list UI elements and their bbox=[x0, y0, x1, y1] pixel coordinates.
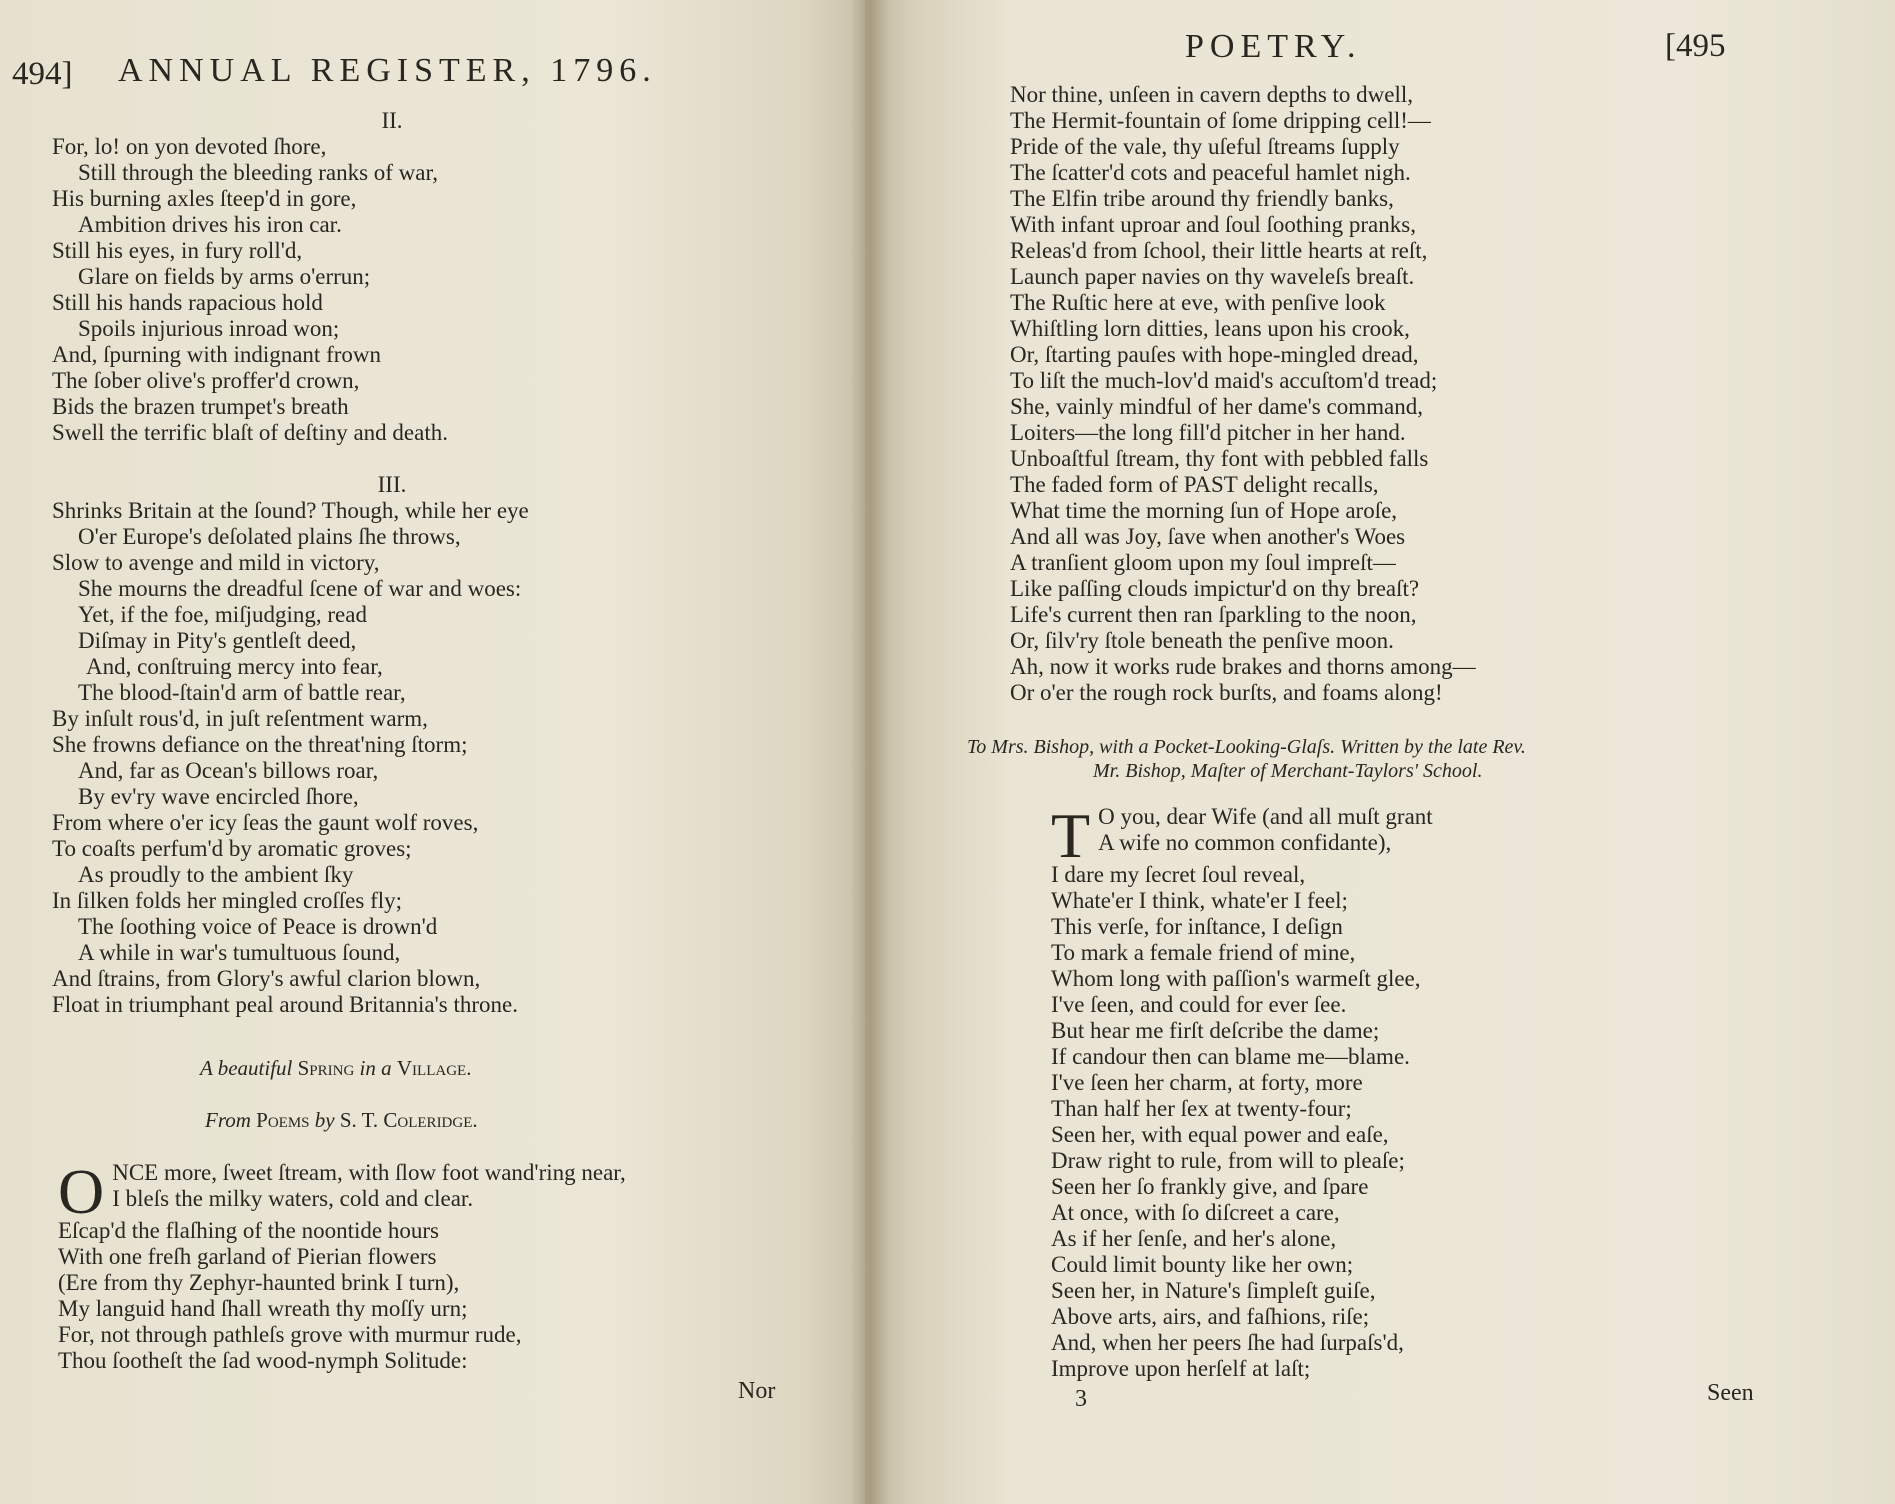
verse-line: Glare on fields by arms o'errun; bbox=[78, 264, 371, 289]
verse-line: His burning axles ſteep'd in gore, bbox=[52, 186, 357, 211]
verse-line: Ah, now it works rude brakes and thorns among— bbox=[1010, 654, 1476, 679]
verse-line: She frowns defiance on the threat'ning ſtorm; bbox=[52, 732, 468, 757]
verse-line: This verſe, for inſtance, I deſign bbox=[1051, 914, 1343, 939]
catchword-left: Nor bbox=[738, 1378, 776, 1404]
verse-line: The Hermit-fountain of ſome dripping cell!— bbox=[1010, 108, 1431, 133]
verse-line: I bleſs the milky waters, cold and clear. bbox=[112, 1186, 474, 1211]
drop-cap: O bbox=[58, 1156, 105, 1227]
verse-line: Or, ſilv'ry ſtole beneath the penſive moon. bbox=[1010, 628, 1394, 653]
verse-line: Yet, if the foe, miſjudging, read bbox=[78, 602, 367, 627]
verse-line: I've ſeen, and could for ever ſee. bbox=[1051, 992, 1347, 1017]
verse-line: Draw right to rule, from will to pleaſe; bbox=[1051, 1148, 1405, 1173]
verse-line: Still his hands rapacious hold bbox=[52, 290, 323, 315]
book-gutter bbox=[850, 0, 890, 1504]
verse-line: And, conſtruing mercy into fear, bbox=[86, 654, 383, 679]
page-number-right: [495 bbox=[1665, 28, 1726, 64]
verse-line: The Ruſtic here at eve, with penſive look bbox=[1010, 290, 1386, 315]
verse-line: Like paſſing clouds impictur'd on thy breaſt? bbox=[1010, 576, 1420, 601]
verse-line: As if her ſenſe, and her's alone, bbox=[1051, 1226, 1337, 1251]
verse-line: What time the morning ſun of Hope aroſe, bbox=[1010, 498, 1398, 523]
verse-line: Float in triumphant peal around Britannia's throne. bbox=[52, 992, 518, 1017]
verse-line: Than half her ſex at twenty-four; bbox=[1051, 1096, 1352, 1121]
verse-line: The ſcatter'd cots and peaceful hamlet nigh. bbox=[1010, 160, 1411, 185]
right-page bbox=[865, 0, 1895, 1504]
verse-line: My languid hand ſhall wreath thy moſſy urn; bbox=[58, 1296, 468, 1321]
verse-line: And, ſpurning with indignant frown bbox=[52, 342, 381, 367]
verse-line: Unboaſtful ſtream, thy font with pebbled falls bbox=[1010, 446, 1429, 471]
verse-line: Thou ſootheſt the ſad wood-nymph Solitude: bbox=[58, 1348, 468, 1373]
verse-line: Whate'er I think, whate'er I feel; bbox=[1051, 888, 1348, 913]
verse-line: The faded form of PAST delight recalls, bbox=[1010, 472, 1379, 497]
verse-line: To liſt the much-lov'd maid's accuſtom'd tread; bbox=[1010, 368, 1438, 393]
poem-source: From Poems by S. T. Coleridge. bbox=[205, 1108, 478, 1132]
verse-line: A tranſient gloom upon my ſoul impreſt— bbox=[1010, 550, 1396, 575]
running-head-left: ANNUAL REGISTER, 1796. bbox=[118, 52, 657, 89]
verse-line: Could limit bounty like her own; bbox=[1051, 1252, 1354, 1277]
verse-line: From where o'er icy ſeas the gaunt wolf roves, bbox=[52, 810, 479, 835]
stanza-3 bbox=[52, 472, 852, 1018]
verse-line: With infant uproar and ſoul ſoothing pranks, bbox=[1010, 212, 1416, 237]
verse-line: Still his eyes, in fury roll'd, bbox=[52, 238, 303, 263]
poem-spring bbox=[58, 1156, 848, 1374]
poem-bishop bbox=[1051, 800, 1831, 1382]
verse-line: Slow to avenge and mild in victory, bbox=[52, 550, 380, 575]
verse-line: Life's current then ran ſparkling to the noon, bbox=[1010, 602, 1417, 627]
verse-line: For, lo! on yon devoted ſhore, bbox=[52, 134, 327, 159]
verse-line: By ev'ry wave encircled ſhore, bbox=[78, 784, 359, 809]
verse-line: But hear me firſt deſcribe the dame; bbox=[1051, 1018, 1380, 1043]
verse-line: A wife no common confidante), bbox=[1098, 830, 1392, 855]
verse-line: Or, ſtarting pauſes with hope-mingled dread, bbox=[1010, 342, 1419, 367]
running-head-right: POETRY. bbox=[1185, 28, 1362, 65]
verse-line: She, vainly mindful of her dame's command, bbox=[1010, 394, 1423, 419]
verse-line: She mourns the dreadful ſcene of war and woes: bbox=[78, 576, 522, 601]
catchword-right: Seen bbox=[1707, 1380, 1754, 1406]
verse-line: Improve upon herſelf at laſt; bbox=[1051, 1356, 1311, 1381]
verse-line: Whom long with paſſion's warmeſt glee, bbox=[1051, 966, 1421, 991]
poem-title-bishop-line1: To Mrs. Bishop, with a Pocket-Looking-Glaſs. Written by the late Rev. bbox=[967, 736, 1526, 758]
verse-line: I've ſeen her charm, at forty, more bbox=[1051, 1070, 1363, 1095]
verse-line: Above arts, airs, and faſhions, riſe; bbox=[1051, 1304, 1370, 1329]
left-page bbox=[0, 0, 865, 1504]
verse-line: O you, dear Wife (and all muſt grant bbox=[1098, 804, 1433, 829]
verse-line: I dare my ſecret ſoul reveal, bbox=[1051, 862, 1306, 887]
poem-title-bishop-line2: Mr. Bishop, Maſter of Merchant-Taylors' School. bbox=[1093, 760, 1483, 782]
verse-line: Spoils injurious inroad won; bbox=[78, 316, 340, 341]
poem-title: A beautiful Spring in a Village. bbox=[200, 1056, 472, 1080]
verse-line: Or o'er the rough rock burſts, and foams along! bbox=[1010, 680, 1443, 705]
verse-line: Pride of the vale, thy uſeful ſtreams ſupply bbox=[1010, 134, 1400, 159]
stanza-2 bbox=[52, 108, 852, 446]
verse-line: The blood-ſtain'd arm of battle rear, bbox=[78, 680, 406, 705]
verse-line: Still through the bleeding ranks of war, bbox=[78, 160, 438, 185]
verse-line: To coaſts perfum'd by aromatic groves; bbox=[52, 836, 412, 861]
verse-line: And, when her peers ſhe had ſurpaſs'd, bbox=[1051, 1330, 1404, 1355]
verse-line: Bids the brazen trumpet's breath bbox=[52, 394, 349, 419]
verse-line: Launch paper navies on thy waveleſs breaſt. bbox=[1010, 264, 1415, 289]
verse-line: Releas'd from ſchool, their little hearts at reſt, bbox=[1010, 238, 1428, 263]
stanza-number: II. bbox=[381, 108, 403, 133]
verse-line: And, far as Ocean's billows roar, bbox=[78, 758, 379, 783]
verse-line: The ſober olive's proffer'd crown, bbox=[52, 368, 360, 393]
verse-line: Loiters—the long fill'd pitcher in her hand. bbox=[1010, 420, 1406, 445]
verse-line: In ſilken folds her mingled croſſes fly; bbox=[52, 888, 403, 913]
page-number-left: 494] bbox=[12, 56, 73, 92]
verse-line: Eſcap'd the flaſhing of the noontide hours bbox=[58, 1218, 439, 1243]
stanza-number: III. bbox=[377, 472, 407, 497]
verse-line: The ſoothing voice of Peace is drown'd bbox=[78, 914, 438, 939]
verse-line: Seen her, with equal power and eaſe, bbox=[1051, 1122, 1389, 1147]
verse-line: (Ere from thy Zephyr-haunted brink I turn), bbox=[58, 1270, 460, 1295]
poem-spring-continued bbox=[1010, 82, 1830, 706]
verse-line: Seen her, in Nature's ſimpleſt guiſe, bbox=[1051, 1278, 1376, 1303]
verse-line: Shrinks Britain at the ſound? Though, while her eye bbox=[52, 498, 529, 523]
verse-line: With one freſh garland of Pierian flowers bbox=[58, 1244, 437, 1269]
verse-line: Diſmay in Pity's gentleſt deed, bbox=[78, 628, 357, 653]
drop-cap: T bbox=[1051, 800, 1091, 871]
verse-line: The Elfin tribe around thy friendly banks, bbox=[1010, 186, 1394, 211]
verse-line: And ſtrains, from Glory's awful clarion blown, bbox=[52, 966, 481, 991]
verse-line: Nor thine, unſeen in cavern depths to dwell, bbox=[1010, 82, 1414, 107]
verse-line: And all was Joy, ſave when another's Woes bbox=[1010, 524, 1406, 549]
verse-line: If candour then can blame me—blame. bbox=[1051, 1044, 1410, 1069]
verse-line: To mark a female friend of mine, bbox=[1051, 940, 1356, 965]
verse-line: For, not through pathleſs grove with murmur rude, bbox=[58, 1322, 522, 1347]
verse-line: Whiſtling lorn ditties, leans upon his crook, bbox=[1010, 316, 1410, 341]
verse-line: O'er Europe's deſolated plains ſhe throws, bbox=[78, 524, 461, 549]
verse-line: By inſult rous'd, in juſt reſentment warm, bbox=[52, 706, 428, 731]
verse-line: As proudly to the ambient ſky bbox=[78, 862, 354, 887]
verse-line: NCE more, ſweet ſtream, with ſlow foot wand'ring near, bbox=[112, 1160, 626, 1185]
verse-line: A while in war's tumultuous ſound, bbox=[78, 940, 401, 965]
verse-line: Swell the terrific blaſt of deſtiny and death. bbox=[52, 420, 448, 445]
verse-line: At once, with ſo diſcreet a care, bbox=[1051, 1200, 1340, 1225]
signature-mark: 3 bbox=[1075, 1386, 1087, 1412]
verse-line: Ambition drives his iron car. bbox=[78, 212, 342, 237]
verse-line: Seen her ſo frankly give, and ſpare bbox=[1051, 1174, 1369, 1199]
